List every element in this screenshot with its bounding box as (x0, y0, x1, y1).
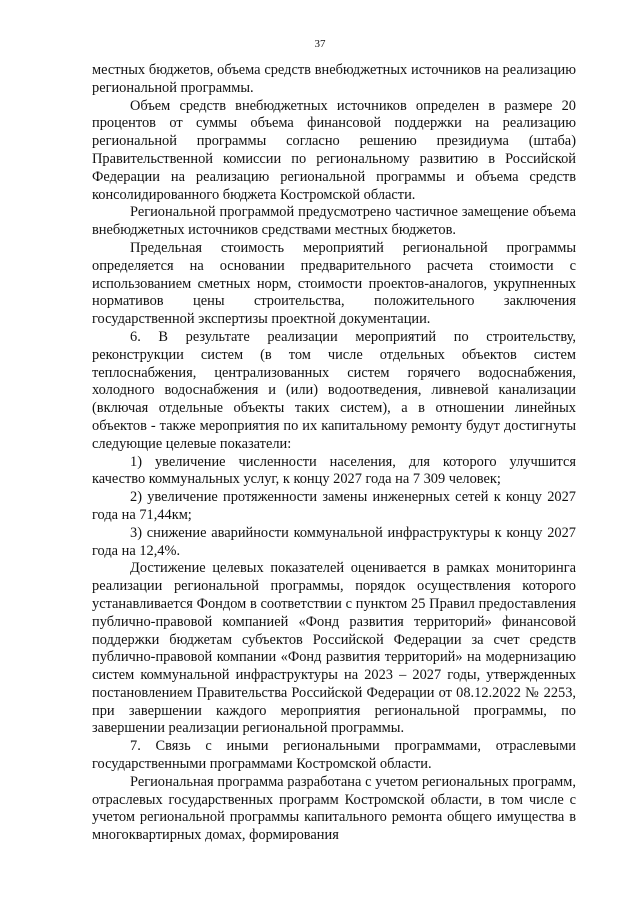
paragraph: Региональной программой предусмотрено частичное замещение объема внебюджетных источников средствами местных бюджетов. (92, 204, 576, 239)
paragraph: 7. Связь с иными региональными программами, отраслевыми государственными программами Костромской области. (92, 738, 576, 773)
paragraph: Региональная программа разработана с учетом региональных программ, отраслевых государственных программ Костромской области, в том числе с учетом региональной программы капитального ремонта общего имущества в многоквартирных домах, формирования (92, 773, 576, 844)
list-item: 2) увеличение протяженности замены инженерных сетей к концу 2027 года на 71,44км; (92, 489, 576, 523)
document-body (92, 62, 576, 845)
list-item: 1) увеличение численности населения, для которого улучшится качество коммунальных услуг, к концу 2027 года на 7 309 человек; (92, 453, 576, 488)
paragraph: Объем средств внебюджетных источников определен в размере 20 процентов от суммы объема финансовой поддержки на реализацию региональной программы согласно решению президиума (штаба) Правительственной комиссии по региональному развитию в Российской Федерации на реализацию региональной программы и объема средств консолидированного бюджета Костромской области. (92, 97, 576, 203)
paragraph: местных бюджетов, объема средств внебюджетных источников на реализацию региональной программы. (92, 62, 576, 96)
list-item: 3) снижение аварийности коммунальной инфраструктуры к концу 2027 года на 12,4%. (92, 524, 576, 559)
paragraph: Достижение целевых показателей оценивается в рамках мониторинга реализации региональной программы, порядок осуществления которого устанавливается Фондом в соответствии с пунктом 25 Правил предоставления публично-правовой компанией «Фонд развития территорий» финансовой поддержки бюджетам субъектов Российской Федерации за счет средств публично-правовой компании «Фонд развития территорий» на модернизацию систем коммунальной инфраструктуры на 2023 – 2027 годы, утвержденных постановлением Правительства Российской Федерации от 08.12.2022 № 2253, при завершении каждого мероприятия региональной программы, по завершении реализации региональной программы. (92, 560, 576, 737)
paragraph: 6. В результате реализации мероприятий по строительству, реконструкции систем (в том числе отдельных объектов систем теплоснабжения, централизованных систем горячего водоснабжения, холодного водоснабжения и (или) водоотведения, ливневой канализации (включая отдельные объекты таких систем), а в отношении линейных объектов - также мероприятия по их капитальному ремонту будут достигнуты следующие целевые показатели: (92, 328, 576, 452)
paragraph: Предельная стоимость мероприятий региональной программы определяется на основании предварительного расчета стоимости с использованием сметных норм, стоимости проектов-аналогов, укрупненных нормативов цены строительства, положительного заключения государственной экспертизы проектной документации. (92, 239, 576, 328)
page-number: 37 (314, 38, 326, 50)
